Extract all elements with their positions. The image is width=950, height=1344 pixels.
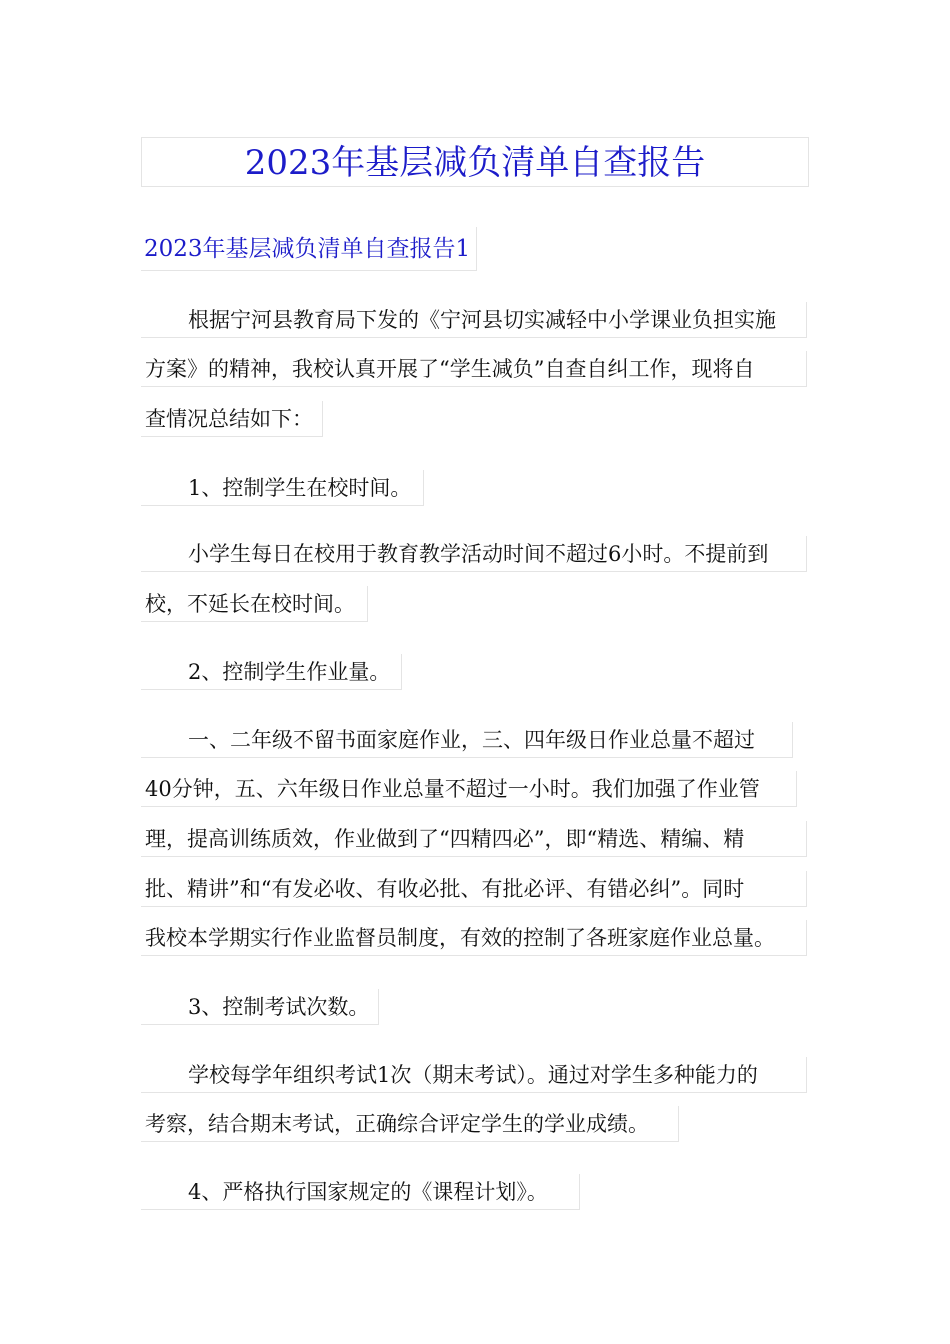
paragraph-line: 批、精讲”和“有发必收、有收必批、有批必评、有错必纠”。同时	[141, 871, 807, 907]
list-item-heading: 1、控制学生在校时间。	[141, 470, 424, 506]
section-heading: 2023年基层减负清单自查报告1	[141, 227, 477, 271]
paragraph-line: 方案》的精神，我校认真开展了“学生减负”自查自纠工作，现将自	[141, 351, 807, 387]
paragraph-line: 我校本学期实行作业监督员制度，有效的控制了各班家庭作业总量。	[141, 920, 807, 956]
paragraph-line: 查情况总结如下：	[141, 401, 323, 437]
paragraph-line: 小学生每日在校用于教育教学活动时间不超过6小时。不提前到	[141, 536, 807, 572]
paragraph-line: 理，提高训练质效，作业做到了“四精四必”，即“精选、精编、精	[141, 821, 807, 857]
document-title: 2023年基层减负清单自查报告	[141, 137, 809, 187]
list-item-heading: 2、控制学生作业量。	[141, 654, 402, 690]
paragraph-line: 考察，结合期末考试，正确综合评定学生的学业成绩。	[141, 1106, 679, 1142]
paragraph-line: 一、二年级不留书面家庭作业，三、四年级日作业总量不超过	[141, 722, 793, 758]
paragraph-line: 校，不延长在校时间。	[141, 586, 368, 622]
paragraph-line: 学校每学年组织考试1次（期末考试）。通过对学生多种能力的	[141, 1057, 807, 1093]
paragraph-line: 根据宁河县教育局下发的《宁河县切实减轻中小学课业负担实施	[141, 302, 807, 338]
paragraph-line: 40分钟，五、六年级日作业总量不超过一小时。我们加强了作业管	[141, 771, 797, 807]
list-item-heading: 4、严格执行国家规定的《课程计划》。	[141, 1174, 580, 1210]
list-item-heading: 3、控制考试次数。	[141, 989, 379, 1025]
